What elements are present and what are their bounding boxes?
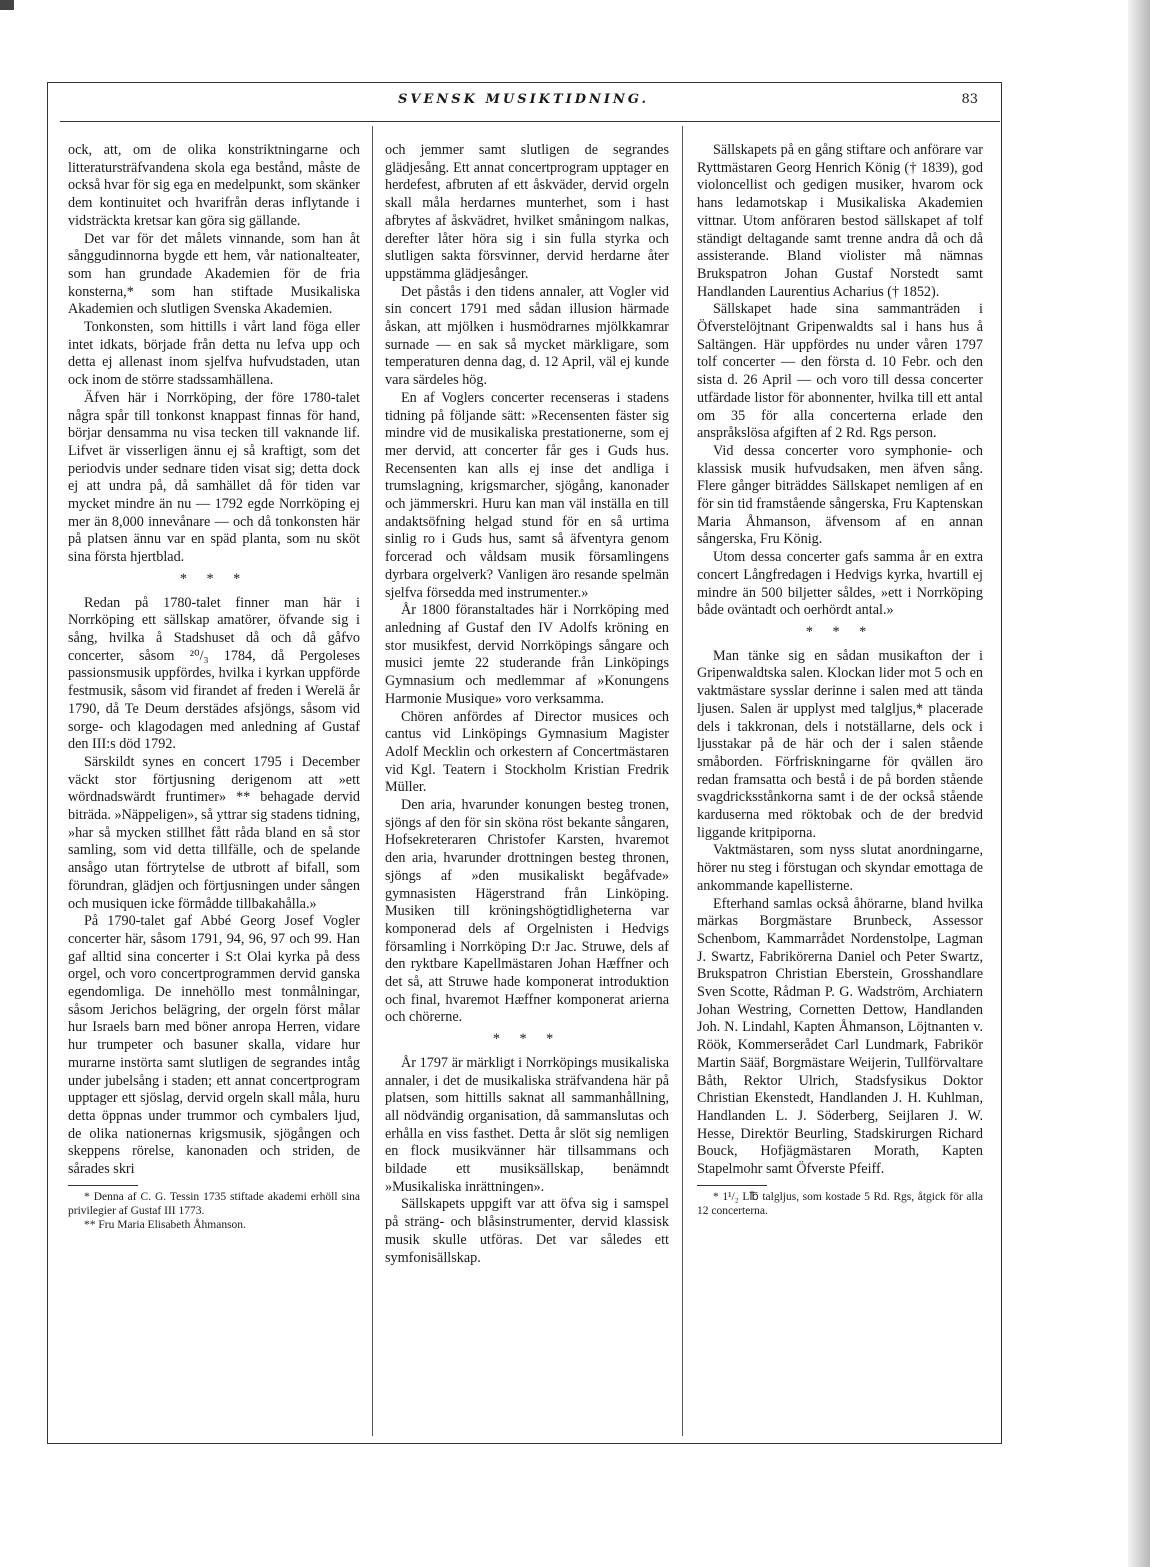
paragraph: Utom dessa concerter gafs samma år en extra concert Långfredagen i Hedvigs kyrka, hvartill ej mindre än 500 biljetter såldes, »ett i Norrköping både oväntadt och oerhördt antal.»	[697, 549, 983, 619]
section-separator: * * *	[179, 570, 249, 587]
footnote-rule	[68, 1185, 138, 1186]
paragraph: På 1790-talet gaf Abbé Georg Josef Vogler concerter här, såsom 1791, 94, 96, 97 och 99. Han gaf alltid sina concerter i S:t Olai kyrka på dess orgel, och voro concertprogrammen dervid ganska egendomliga. De innehöllo mest tonmålningar, såsom Jerichos belägring, der orgeln först målar hur Israels barn med böner anropa Herren, vidare hur trumpeter och basuner skalla, vidare hur murarne instörta samt slutligen de segrandes intåg under jubelsång i staden; ett annat concertprogram upptager ett sjöslag, dervid orgeln skall måla, huru detta öppnas under trummor och cymbalers ljud, de olika nationernas krigsmusik, sjögången och skeppens rörelse, kanonaden och striden, de sårades skri	[68, 913, 360, 1178]
paragraph: Särskildt synes en concert 1795 i December väckt stor förtjusning derigenom att »ett wördnadswärdt fruntimer» ** behagade dervid biträda. »Näppeligen», så yttrar sig stadens tidning, »har så mycken stillhet fått råda bland en så stor samling, som vid detta tillfälle, och de spelande ansågo utan förtrytelse de utbrott af bifall, som förundran, glädjen och förtjusningen under sången och musiquen icke förmådde tillbakahålla.»	[68, 753, 360, 912]
scan-corner-mark	[0, 0, 14, 10]
page-number: 83	[961, 92, 978, 107]
paragraph: Efterhand samlas också åhörarne, bland hvilka märkas Borgmästare Brunbeck, Assessor Schenbom, Kammarrådet Nordenstolpe, Lagman J. Swartz, Fabrikörerna Daniel och Peter Swartz, Brukspatron Christian Eberstein, Grosshandlare Sven Scotte, Rådman P. G. Wadström, Archiatern Johan Westring, Cornetten Dettow, Handlanden Joh. N. Lindahl, Kapten Åhmanson, Löjtnanten v. Röök, Kommerserådet Carl Lundmark, Fabrikör Martin Sääf, Borgmästare Weijerin, Tullförvaltare Båth, Rektor Ulrich, Stadsfysikus Doktor Christian Ekenstedt, Handlanden J. H. Kuhlman, Handlanden L. J. Söderberg, Seijlaren J. W. Hesse, Direktör Beurling, Stadskirurgen Richard Bouck, Hofjägmästaren Morath, Kapten Stapelmohr samt Öfverste Pfeiff.	[697, 895, 983, 1178]
paragraph: Äfven här i Norrköping, der före 1780-talet några spår till tonkonst knappast finnas för hand, börjar densamma nu visa tecken till vaknande lif. Lifvet är visserligen ännu ej så kraftigt, som det periodvis under sednare tiden visat sig; detta dock ej att undra på, då samhället då för tiden var mycket mindre än nu — 1792 egde Norrköping ej mer än 8,000 innevånare — och då tonkonsten här på platsen ännu var en späd planta, som nu sköt sina första hjertblad.	[68, 389, 360, 566]
running-header	[47, 86, 1000, 120]
section-separator: * * *	[492, 1031, 562, 1048]
paragraph: ock, att, om de olika konstriktningarne och litteratursträfvandena skola ega bestånd, måste de också hvar för sig ega en medelpunkt, som skänker dem kontinuitet och hvarifrån deras inflytande i vidsträckta kretsar kan göra sig gällande.	[68, 142, 360, 229]
paragraph: År 1797 är märkligt i Norrköpings musikaliska annaler, i det de musikaliska sträfvandena här på platsen, som hittills saknat all sammanhållning, all nödvändig organisation, då sammanslutas och erhålla en viss fasthet. Detta år slöt sig nemligen en flock musikvänner här tillsammans och bildade ett musiksällskap, benämndt »Musikaliska inrättningen».	[385, 1054, 669, 1195]
paragraph: Vaktmästaren, som nyss slutat anordningarne, hörer nu steg i förstugan och skyndar emottaga de ankommande kapellisterne.	[697, 842, 983, 894]
paragraph: Tonkonsten, som hittills i vårt land föga eller intet idkats, började från detta nu lefva upp och detta ej allenast inom sjelfva hufvudstaden, utan ock inom de större stadssamhällena.	[68, 319, 360, 389]
footnote: ** Fru Maria Elisabeth Åhmanson.	[84, 1218, 246, 1231]
footnote: * 1¹/₂ L℔ talgljus, som kostade 5 Rd. Rgs, åtgick för alla 12 concerterna.	[697, 1190, 983, 1217]
section-separator: * * *	[805, 623, 875, 640]
paragraph: En af Voglers concerter recenseras i stadens tidning på följande sätt: »Recensenten fäster sig mindre vid de musikaliska prestationerne, som ej mer dervid, att concerter får ges i Guds hus. Recensenten kan alls ej inse det andliga i trumslagning, krigsmarcher, sjögång, kanonader och jämmerskri. Huru kan man väl inställa en till andaktsöfning helgad stund för en så urtima sinlig ro i Guds hus, samt så äfventyra genom forcerad och våldsam musik församlingens dyrbara orgelverk? Vanligen äro resande spelmän sjelfva försedda med instrumenter.»	[385, 389, 669, 601]
paragraph: och jemmer samt slutligen de segrandes glädjesång. Ett annat concertprogram upptager en herdefest, afbruten af ett åskväder, dervid orgeln skall måla herdarnes munterhet, som i hast afbrytes af åskvädret, hvilket småningom nalkas, derefter låter höra sig i sin fulla styrka och slutligen sakta försvinner, dervid herdarne åter uppstämma glädjesånger.	[385, 142, 669, 282]
text-column-3	[697, 142, 983, 1218]
paragraph: År 1800 föranstaltades här i Norrköping med anledning af Gustaf den IV Adolfs kröning en stor musikfest, dervid Norrköpings sångare och musici jemte 22 studerande från Linköpings Gymnasium och medlemmar af »Konungens Harmonie Musique» voro verksamma.	[385, 602, 669, 707]
paragraph: Det var för det målets vinnande, som han åt sånggudinnorna bygde ett hem, vår nationalteater, som han grundade Akademien för de fria konsterna,* som han stiftade Musikaliska Akademien och slutligen Svenska Akademien.	[68, 230, 360, 318]
header-rule	[60, 121, 1000, 122]
footnote: * Denna af C. G. Tessin 1735 stiftade akademi erhöll sina privilegier af Gustaf III 1773.	[68, 1190, 360, 1217]
paragraph: Man tänke sig en sådan musikafton der i Gripenwaldtska salen. Klockan lider mot 5 och en vaktmästare sysslar derinne i salen med att tända ljusen. Salen är upplyst med talgljus,* placerade dels i takkronan, dels i notställarne, dels ock i ljusstakar på de här och der i salen stående småborden. Förfriskningarne för qvällen äro redan framsatta och bestå i de på borden stående svagdricksstånkorna samt i de der också stående karduserna med röktobak och de der bredvid liggande kritpiporna.	[697, 647, 983, 841]
paragraph: Vid dessa concerter voro symphonie- och klassisk musik hufvudsaken, men äfven sång. Flere gånger biträddes Sällskapet nemligen af en för sin tid framstående sångerska, Fru Kaptenskan Maria Åhmanson, äfvensom af en annan sångerska, Fru König.	[697, 442, 983, 548]
column-divider-1	[372, 126, 373, 1436]
column-divider-2	[682, 126, 683, 1436]
page-edge-shadow	[1128, 0, 1150, 1567]
paragraph: Den aria, hvarunder konungen besteg tronen, sjöngs af den för sin sköna röst bekante sångaren, Hofsekreteraren Christofer Karsten, hvaremot den aria, hvarunder drottningen besteg thronen, sjöngs af »den musikaliskt begåfvade» gymnasisten Hägerstrand från Linköping. Musiken till kröningshögtidligheterna var komponerad dels af Orgelnisten i Hedvigs församling i Norrköping D:r Jac. Struwe, dels af den ryktbare Kapellmästaren Johan Hæffner och det så, att Struwe hade komponerat introduktion och final, hvaremot Hæffner komponerat arierna och chörerne.	[385, 797, 669, 1026]
text-column-1	[68, 142, 360, 1232]
paragraph: Chören anfördes af Director musices och cantus vid Linköpings Gymnasium Magister Adolf Mecklin och orkestern af Concertmästaren vid Kgl. Teatern i Stockholm Kristian Fredrik Müller.	[385, 708, 669, 796]
journal-title: SVENSK MUSIKTIDNING.	[397, 92, 649, 107]
paragraph: Sällskapet hade sina sammanträden i Öfverstelöjtnant Gripenwaldts sal i hans hus å Saltängen. Här uppfördes nu under våren 1797 tolf concerter — den första d. 10 Febr. och den sista d. 26 April — och voro till dessa concerter utfärdade listor för abonnenter, hvilka till ett antal om 35 för alla concerterna erlade den anspråkslösa afgiften af 2 Rd. Rgs person.	[697, 301, 983, 442]
paragraph: Det påstås i den tidens annaler, att Vogler vid sin concert 1791 med sådan illusion härmade åskan, att mjölken i husmödrarnes mjölkkamrar surnade — en sak så mycket märkligare, som temperaturen denna dag, d. 12 April, väl ej kunde vara särdeles hög.	[385, 283, 669, 389]
paragraph: Sällskapets på en gång stiftare och anförare var Ryttmästaren Georg Henrich König († 1839), god violoncellist och gedigen musiker, hvarom ock hans ledamotskap i Musikaliska Akademien vittnar. Utom anföraren bestod sällskapet af tolf ständigt deltagande samt trenne andra då och då assisterande. Bland violister må nämnas Brukspatron Johan Gustaf Norstedt samt Handlanden Laurentius Acharius († 1852).	[697, 142, 983, 300]
paragraph: Sällskapets uppgift var att öfva sig i samspel på sträng- och blåsinstrumenter, dervid klassisk musik skulle utföras. Det var således ett symfonisällskap.	[385, 1196, 669, 1266]
footnote-rule	[697, 1185, 767, 1186]
paragraph: Redan på 1780-talet finner man här i Norrköping ett sällskap amatörer, öfvande sig i sång, hvilka å Stadshuset då och då gåfvo concerter, såsom ²⁰/₃ 1784, då Pergoleses passionsmusik uppfördes, hvilka i kyrkan uppförde festmusik, såsom vid firandet af freden i Werelä år 1790, då Te Deum derstädes afsjöngs, såsom vid sorge- och klagodagen med anledning af Gustaf den III:s död 1792.	[68, 594, 360, 753]
text-column-2	[385, 142, 669, 1267]
